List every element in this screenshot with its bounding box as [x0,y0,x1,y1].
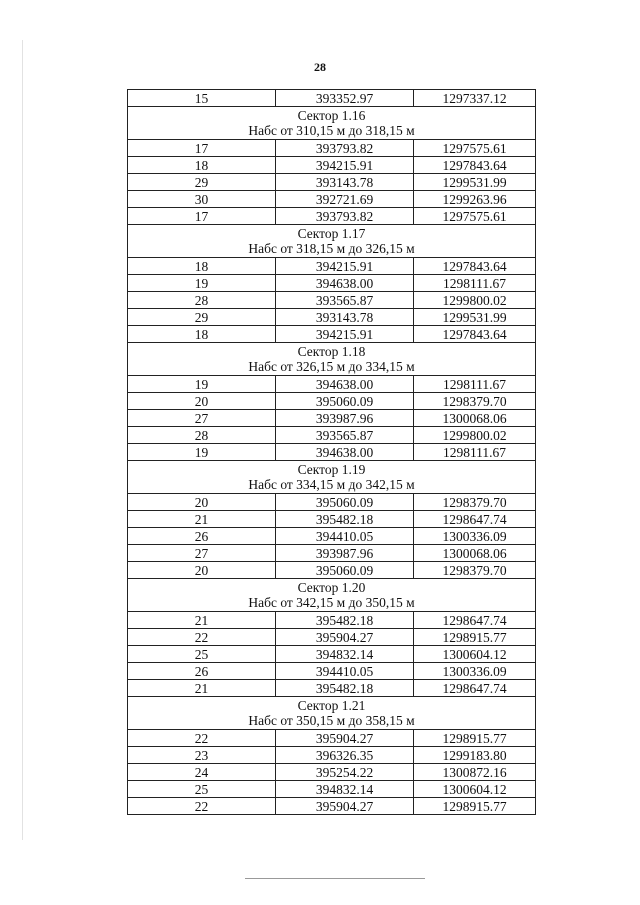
y-coordinate-cell: 1297843.64 [414,326,536,343]
point-number-cell: 21 [128,612,276,629]
table-row [128,393,536,410]
point-number-cell: 20 [128,562,276,579]
y-coordinate-cell: 1298111.67 [414,275,536,292]
sector-header-row [128,107,536,140]
point-number-cell: 19 [128,444,276,461]
y-coordinate-cell: 1298111.67 [414,376,536,393]
sector-height-range: Набс от 350,15 м до 358,15 м [248,713,415,728]
x-coordinate-cell: 395904.27 [276,629,414,646]
sector-height-range: Набс от 334,15 м до 342,15 м [248,477,415,492]
table-row [128,764,536,781]
point-number-cell: 24 [128,764,276,781]
point-number-cell: 15 [128,90,276,107]
point-number-cell: 29 [128,309,276,326]
point-number-cell: 25 [128,646,276,663]
sector-height-range: Набс от 310,15 м до 318,15 м [248,123,415,138]
y-coordinate-cell: 1300872.16 [414,764,536,781]
y-coordinate-cell: 1299531.99 [414,309,536,326]
x-coordinate-cell: 394832.14 [276,646,414,663]
page-bottom-line [245,878,425,879]
y-coordinate-cell: 1300068.06 [414,545,536,562]
point-number-cell: 18 [128,326,276,343]
x-coordinate-cell: 395904.27 [276,798,414,815]
y-coordinate-cell: 1297843.64 [414,157,536,174]
x-coordinate-cell: 393352.97 [276,90,414,107]
point-number-cell: 25 [128,781,276,798]
x-coordinate-cell: 393565.87 [276,427,414,444]
table-row [128,157,536,174]
coordinates-table-body [128,90,536,815]
sector-header [128,461,536,494]
table-row [128,680,536,697]
point-number-cell: 18 [128,258,276,275]
sector-header [128,697,536,730]
point-number-cell: 20 [128,393,276,410]
table-row [128,511,536,528]
x-coordinate-cell: 395254.22 [276,764,414,781]
x-coordinate-cell: 392721.69 [276,191,414,208]
y-coordinate-cell: 1297575.61 [414,208,536,225]
point-number-cell: 28 [128,427,276,444]
point-number-cell: 26 [128,528,276,545]
y-coordinate-cell: 1300068.06 [414,410,536,427]
sector-height-range: Набс от 326,15 м до 334,15 м [248,359,415,374]
table-row [128,410,536,427]
table-row [128,376,536,393]
sector-title: Сектор 1.19 [297,462,366,477]
point-number-cell: 22 [128,629,276,646]
table-row [128,292,536,309]
page-edge-line [22,40,23,840]
sector-title: Сектор 1.18 [297,344,366,359]
table-row [128,798,536,815]
table-row [128,562,536,579]
x-coordinate-cell: 396326.35 [276,747,414,764]
x-coordinate-cell: 394638.00 [276,444,414,461]
table-row [128,427,536,444]
x-coordinate-cell: 395904.27 [276,730,414,747]
y-coordinate-cell: 1299531.99 [414,174,536,191]
x-coordinate-cell: 393143.78 [276,174,414,191]
x-coordinate-cell: 394215.91 [276,326,414,343]
table-row [128,545,536,562]
sector-header [128,579,536,612]
table-row [128,730,536,747]
table-row [128,663,536,680]
table-row [128,747,536,764]
y-coordinate-cell: 1297843.64 [414,258,536,275]
point-number-cell: 19 [128,376,276,393]
y-coordinate-cell: 1299183.80 [414,747,536,764]
x-coordinate-cell: 395482.18 [276,511,414,528]
sector-title: Сектор 1.21 [297,698,366,713]
page-number: 28 [314,60,326,74]
x-coordinate-cell: 394832.14 [276,781,414,798]
y-coordinate-cell: 1300336.09 [414,528,536,545]
point-number-cell: 20 [128,494,276,511]
x-coordinate-cell: 393987.96 [276,410,414,427]
sector-header-row [128,343,536,376]
x-coordinate-cell: 395482.18 [276,612,414,629]
table-row [128,258,536,275]
x-coordinate-cell: 394638.00 [276,275,414,292]
x-coordinate-cell: 394215.91 [276,157,414,174]
point-number-cell: 26 [128,663,276,680]
point-number-cell: 22 [128,798,276,815]
table-row [128,646,536,663]
x-coordinate-cell: 393793.82 [276,140,414,157]
y-coordinate-cell: 1297575.61 [414,140,536,157]
y-coordinate-cell: 1300336.09 [414,663,536,680]
point-number-cell: 19 [128,275,276,292]
y-coordinate-cell: 1298915.77 [414,730,536,747]
x-coordinate-cell: 394215.91 [276,258,414,275]
y-coordinate-cell: 1299800.02 [414,427,536,444]
table-row [128,275,536,292]
sector-title: Сектор 1.20 [297,580,366,595]
y-coordinate-cell: 1298915.77 [414,798,536,815]
point-number-cell: 22 [128,730,276,747]
y-coordinate-cell: 1298379.70 [414,393,536,410]
table-row [128,494,536,511]
y-coordinate-cell: 1299263.96 [414,191,536,208]
point-number-cell: 28 [128,292,276,309]
sector-header-row [128,579,536,612]
point-number-cell: 23 [128,747,276,764]
point-number-cell: 30 [128,191,276,208]
point-number-cell: 17 [128,208,276,225]
table-row [128,174,536,191]
table-row [128,191,536,208]
table-row [128,528,536,545]
point-number-cell: 29 [128,174,276,191]
y-coordinate-cell: 1300604.12 [414,781,536,798]
x-coordinate-cell: 394638.00 [276,376,414,393]
table-row [128,208,536,225]
x-coordinate-cell: 393565.87 [276,292,414,309]
x-coordinate-cell: 393793.82 [276,208,414,225]
x-coordinate-cell: 394410.05 [276,663,414,680]
table-row [128,612,536,629]
sector-height-range: Набс от 342,15 м до 350,15 м [248,595,415,610]
y-coordinate-cell: 1298111.67 [414,444,536,461]
point-number-cell: 27 [128,545,276,562]
point-number-cell: 21 [128,511,276,528]
sector-header-row [128,697,536,730]
y-coordinate-cell: 1298647.74 [414,612,536,629]
x-coordinate-cell: 393987.96 [276,545,414,562]
x-coordinate-cell: 395060.09 [276,562,414,579]
table-row [128,309,536,326]
x-coordinate-cell: 395060.09 [276,393,414,410]
sector-header [128,343,536,376]
table-row [128,326,536,343]
point-number-cell: 17 [128,140,276,157]
table-row [128,629,536,646]
point-number-cell: 27 [128,410,276,427]
table-row [128,140,536,157]
point-number-cell: 21 [128,680,276,697]
y-coordinate-cell: 1299800.02 [414,292,536,309]
y-coordinate-cell: 1298379.70 [414,562,536,579]
x-coordinate-cell: 395482.18 [276,680,414,697]
table-row [128,90,536,107]
sector-title: Сектор 1.17 [297,226,366,241]
sector-title: Сектор 1.16 [297,108,366,123]
y-coordinate-cell: 1300604.12 [414,646,536,663]
y-coordinate-cell: 1298647.74 [414,680,536,697]
table-row [128,444,536,461]
sector-header [128,107,536,140]
point-number-cell: 18 [128,157,276,174]
sector-header [128,225,536,258]
y-coordinate-cell: 1298379.70 [414,494,536,511]
x-coordinate-cell: 395060.09 [276,494,414,511]
y-coordinate-cell: 1297337.12 [414,90,536,107]
y-coordinate-cell: 1298915.77 [414,629,536,646]
x-coordinate-cell: 393143.78 [276,309,414,326]
sector-height-range: Набс от 318,15 м до 326,15 м [248,241,415,256]
y-coordinate-cell: 1298647.74 [414,511,536,528]
sector-header-row [128,461,536,494]
coordinates-table [127,89,536,815]
table-row [128,781,536,798]
sector-header-row [128,225,536,258]
x-coordinate-cell: 394410.05 [276,528,414,545]
